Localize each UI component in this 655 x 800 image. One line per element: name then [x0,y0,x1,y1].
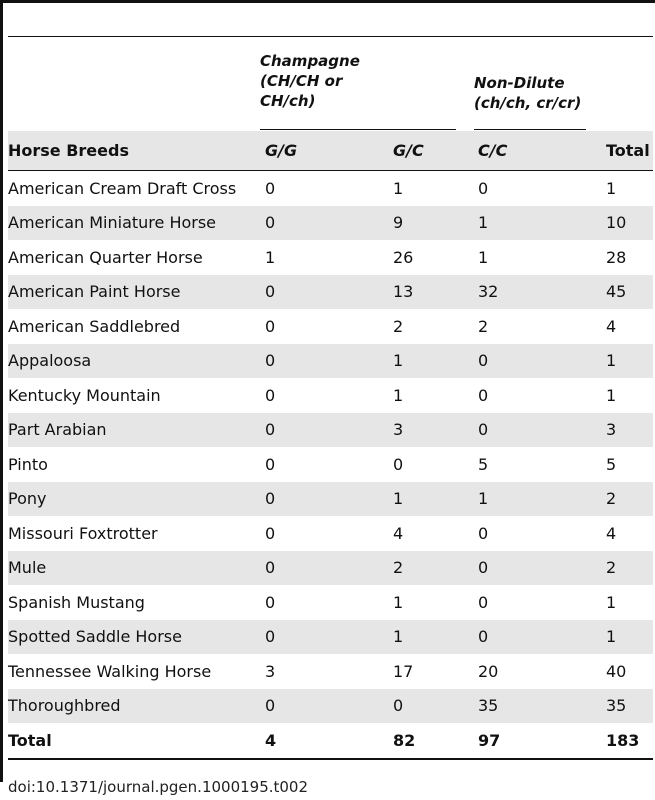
column-header-row [8,131,653,170]
table-row: Missouri Foxtrotter 0 4 0 4 [8,523,617,543]
table-bottom-rule [8,758,653,760]
table-row: Spanish Mustang 0 1 0 1 [8,592,617,612]
column-header-total: Total [606,141,650,160]
table-row: Part Arabian 0 3 0 3 [8,413,653,448]
doi-caption: doi:10.1371/journal.pgen.1000195.t002 [8,778,309,796]
table-row: American Miniature Horse 0 9 1 10 [8,206,653,241]
non-dilute-group-header: Non-Dilute (ch/ch, cr/cr) [474,74,582,112]
table-row: Pinto 0 0 5 5 [8,454,617,474]
table-row: Pony 0 1 1 2 [8,482,653,517]
group-header [8,37,653,131]
champagne-group-rule [260,129,456,130]
table-row: Tennessee Walking Horse 3 17 20 40 [8,661,627,681]
table-row: Appaloosa 0 1 0 1 [8,344,653,379]
top-border [0,0,655,3]
column-header-gg: G/G [265,141,298,160]
column-header-breeds: Horse Breeds [8,141,129,160]
table-row: American Paint Horse 0 13 32 45 [8,275,653,310]
table-row: American Saddlebred 0 2 2 4 [8,316,617,336]
non-dilute-group-rule [474,129,586,130]
genotype-table [8,36,653,760]
table-row: American Quarter Horse 1 26 1 28 [8,247,627,267]
table-row: Spotted Saddle Horse 0 1 0 1 [8,620,653,655]
table-row: Kentucky Mountain 0 1 0 1 [8,385,617,405]
table-row: Mule 0 2 0 2 [8,551,653,586]
left-border [0,0,3,782]
table-row: Thoroughbred 0 0 35 35 [8,689,653,724]
total-row: Total 4 82 97 183 [8,730,640,750]
champagne-group-header: Champagne (CH/CH or CH/ch) [260,52,360,110]
column-header-cc: C/C [478,141,508,160]
table-body [8,171,653,758]
table-row: American Cream Draft Cross 0 1 0 1 [8,178,617,198]
column-header-gc: G/C [393,141,424,160]
